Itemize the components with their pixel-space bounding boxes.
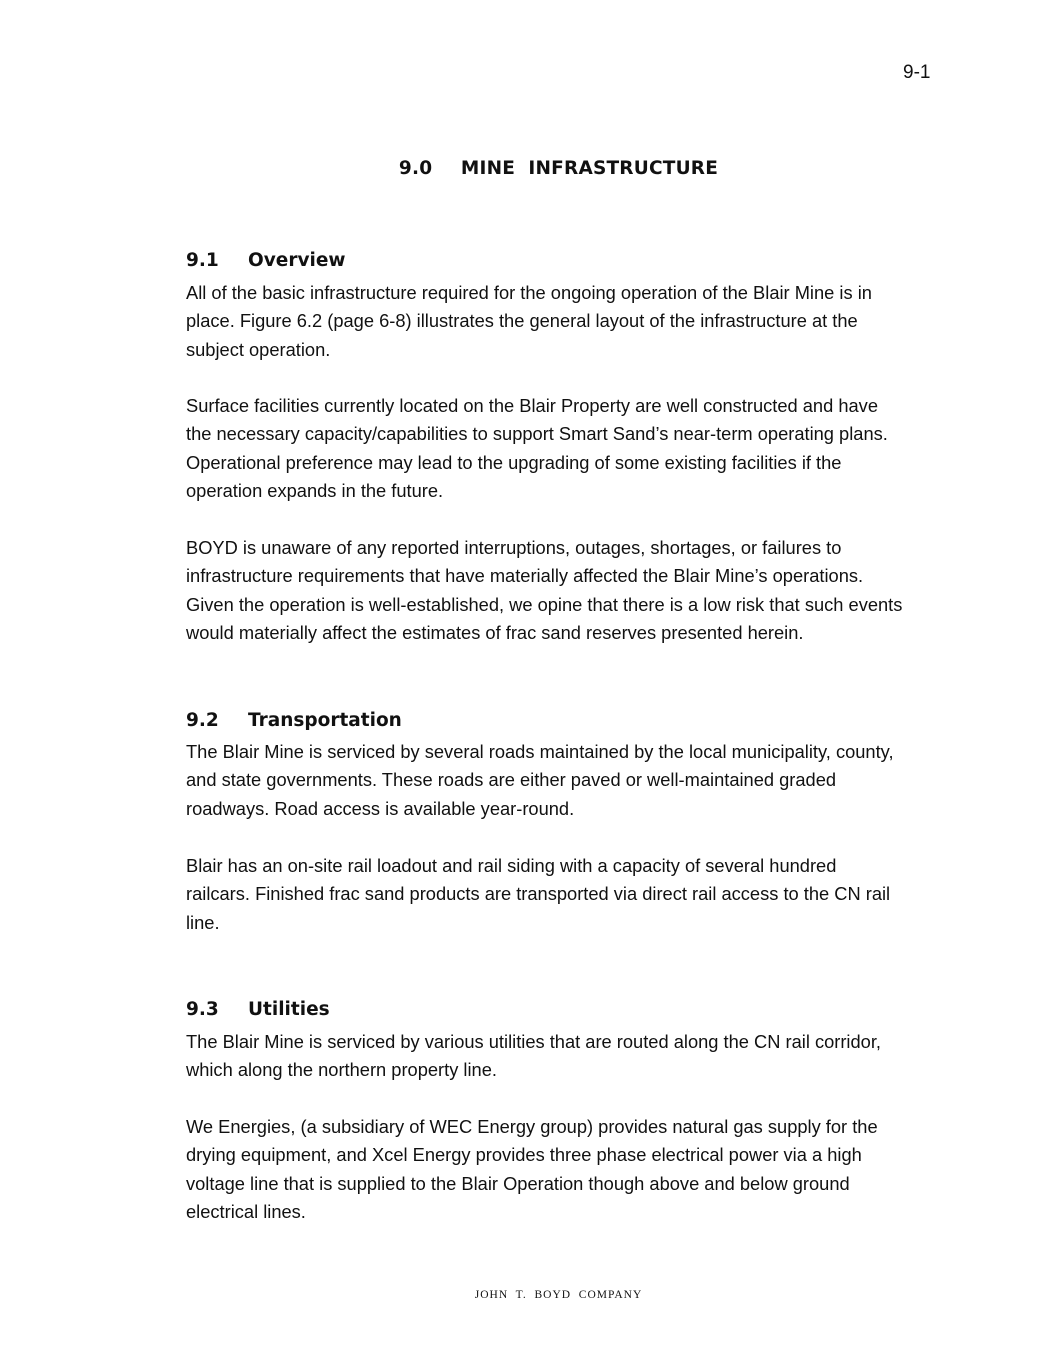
chapter-title-text: MINE INFRASTRUCTURE xyxy=(460,158,719,179)
text-line: We Energies, (a subsidiary of WEC Energy group) provides natural gas supply for the xyxy=(186,1116,878,1137)
section-number: 9.3 xyxy=(186,999,219,1020)
paragraph xyxy=(186,1028,946,1085)
text-line: Given the operation is well-established, we opine that there is a low risk that such events xyxy=(186,593,903,615)
section-number: 9.1 xyxy=(186,250,219,271)
paragraph xyxy=(186,738,946,823)
text-line: electrical lines. xyxy=(186,1201,306,1223)
section-title: Overview xyxy=(248,250,346,271)
paragraph xyxy=(186,392,946,506)
text-line: BOYD is unaware of any reported interruptions, outages, shortages, or failures to xyxy=(186,537,842,558)
text-line: line. xyxy=(186,911,220,933)
paragraph xyxy=(186,534,946,648)
text-line: voltage line that is supplied to the Blair Operation though above and below ground xyxy=(186,1172,850,1194)
text-line: The Blair Mine is serviced by several roads maintained by the local municipality, county, xyxy=(186,741,894,762)
section-number: 9.2 xyxy=(186,710,219,731)
footer-company-name: JOHN T. BOYD COMPANY xyxy=(474,1289,643,1301)
text-line: railcars. Finished frac sand products are transported via direct rail access to the CN rail xyxy=(186,883,891,905)
chapter-number: 9.0 xyxy=(398,158,433,179)
text-line: and state governments. These roads are either paved or well-maintained graded xyxy=(186,769,837,791)
paragraph xyxy=(186,279,946,364)
text-line: drying equipment, and Xcel Energy provides three phase electrical power via a high xyxy=(186,1144,862,1166)
chapter-title xyxy=(0,157,1055,181)
text-line: subject operation. xyxy=(186,338,331,360)
text-line: All of the basic infrastructure required for the ongoing operation of the Blair Mine is in xyxy=(186,282,872,303)
section-title: Transportation xyxy=(248,710,402,731)
paragraph xyxy=(186,852,946,937)
text-line: which along the northern property line. xyxy=(186,1059,497,1081)
text-line: The Blair Mine is serviced by various utilities that are routed along the CN rail corridor, xyxy=(186,1031,881,1052)
text-line: operation expands in the future. xyxy=(186,480,444,502)
text-line: Operational preference may lead to the upgrading of some existing facilities if the xyxy=(186,451,842,473)
text-line: Surface facilities currently located on the Blair Property are well constructed and have xyxy=(186,395,878,416)
section-heading-overview xyxy=(186,249,346,273)
section-title: Utilities xyxy=(248,999,330,1020)
text-line: place. Figure 6.2 (page 6-8) illustrates the general layout of the infrastructure at the xyxy=(186,310,858,332)
page-number: 9-1 xyxy=(903,62,931,83)
text-line: Blair has an on-site rail loadout and rail siding with a capacity of several hundred xyxy=(186,855,837,876)
text-line: roadways. Road access is available year-round. xyxy=(186,797,575,819)
text-line: infrastructure requirements that have materially affected the Blair Mine’s operations. xyxy=(186,565,864,587)
text-line: the necessary capacity/capabilities to support Smart Sand’s near-term operating plans. xyxy=(186,423,888,445)
section-heading-transportation xyxy=(186,709,402,733)
text-line: would materially affect the estimates of frac sand reserves presented herein. xyxy=(186,622,804,644)
paragraph xyxy=(186,1113,946,1227)
section-heading-utilities xyxy=(186,998,330,1022)
